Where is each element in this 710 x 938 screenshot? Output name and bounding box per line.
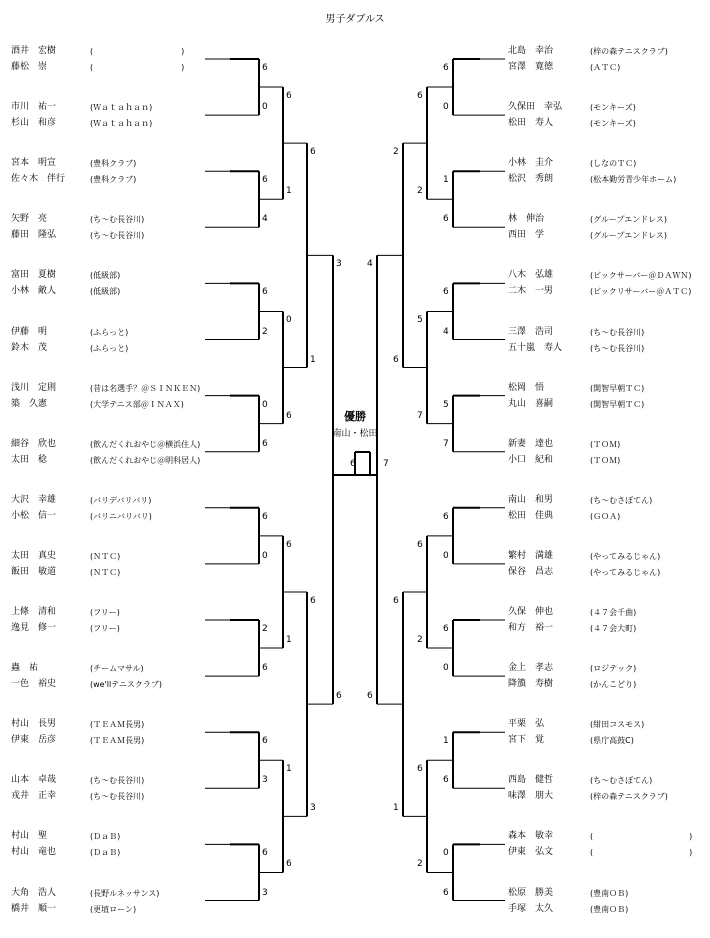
right-entry-affiliation: (やってみるじゃん)	[590, 567, 661, 577]
right-score: 7	[417, 410, 423, 421]
left-entry-affiliation: (we'llテニスクラブ)	[90, 680, 163, 690]
final-score-right: 7	[383, 459, 389, 469]
left-entry-player: 大角 浩人	[11, 887, 57, 898]
left-score: 6	[262, 736, 268, 747]
right-score: 6	[443, 624, 449, 634]
champion-names: 南山・松田	[332, 429, 378, 439]
right-entry-affiliation: (グループエンドレス)	[590, 215, 667, 225]
left-entry-affiliation: ( )	[90, 47, 185, 56]
left-entry-player: 浅川 定則	[11, 382, 57, 393]
left-entry-player: 大沢 幸雄	[11, 494, 57, 505]
left-entry-affiliation: (飲んだくれおやじ＠横浜住人)	[90, 439, 201, 449]
right-entry-player: 八木 弘雄	[508, 270, 554, 281]
right-entry-affiliation: (グループエンドレス)	[590, 231, 667, 241]
right-entry-player: 宮澤 寛徳	[508, 62, 554, 72]
left-entry-player: 小林 敵人	[11, 286, 57, 297]
right-score: 6	[417, 91, 423, 102]
right-score: 4	[443, 326, 449, 337]
right-score: 6	[393, 354, 399, 365]
left-entry-affiliation: (ち～む長谷川)	[90, 231, 145, 241]
left-entry-affiliation: (ＤａＢ)	[90, 848, 121, 858]
left-entry-affiliation: (チームマサル)	[90, 664, 144, 674]
left-score: 0	[262, 550, 268, 561]
left-score: 6	[286, 539, 292, 550]
right-entry-affiliation: (ち～む長谷川)	[590, 343, 645, 353]
right-entry-player: 西田 学	[508, 230, 545, 241]
left-entry-affiliation: (飲んだくれおやじ＠明科居人)	[90, 455, 201, 465]
left-score: 3	[262, 775, 268, 786]
left-entry-affiliation: (大学テニス部＠ＩＮＡＸ)	[90, 399, 184, 409]
left-score: 2	[262, 624, 268, 634]
left-entry-player: 村山 竜也	[11, 847, 57, 858]
right-score: 6	[417, 764, 423, 775]
left-entry-player: 橋井 順一	[11, 903, 57, 914]
left-entry-affiliation: ( )	[90, 63, 185, 72]
left-entry-affiliation: (豊科クラブ)	[90, 175, 137, 185]
right-entry-affiliation: ( )	[590, 848, 693, 858]
left-entry-player: 藤松 崇	[11, 62, 48, 72]
right-entry-player: 伊東 弘文	[508, 847, 554, 858]
left-score: 3	[336, 259, 342, 270]
right-entry-affiliation: ( )	[590, 832, 693, 842]
left-entry-player: 上條 清和	[11, 607, 57, 617]
left-score: 6	[310, 595, 316, 606]
right-entry-player: 三澤 浩司	[508, 326, 554, 337]
left-score: 6	[310, 147, 316, 158]
right-entry-affiliation: (開智早朝ＴＣ)	[590, 399, 645, 409]
bracket-title: 男子ダブルス	[325, 14, 385, 25]
left-entry-player: 酒井 宏樹	[11, 46, 57, 56]
right-score: 6	[443, 887, 449, 898]
right-entry-player: 小林 圭介	[508, 158, 554, 169]
left-entry-affiliation: (フリー)	[90, 624, 120, 633]
right-entry-affiliation: (ＡＴＣ)	[590, 63, 621, 72]
right-entry-affiliation: (ち～むさぼてん)	[590, 776, 653, 786]
right-score: 0	[443, 550, 449, 561]
left-entry-player: 逸見 修一	[11, 623, 57, 633]
right-entry-affiliation: (モンキーズ)	[590, 103, 636, 113]
left-entry-affiliation: (ＮＴＣ)	[90, 551, 121, 561]
right-entry-player: 繁村 満雄	[508, 550, 554, 561]
left-score: 6	[262, 848, 268, 859]
right-score: 5	[417, 315, 423, 326]
right-entry-affiliation: (４７会大町)	[590, 624, 637, 633]
right-entry-player: 小口 紀和	[508, 454, 554, 465]
left-entry-player: 村山 長男	[11, 719, 57, 730]
left-score: 6	[286, 859, 292, 870]
right-entry-affiliation: (豊南ＯＢ)	[590, 904, 629, 914]
left-entry-affiliation: (ち～む長谷川)	[90, 792, 145, 802]
left-entry-affiliation: (ふらっと)	[90, 327, 129, 337]
right-score: 6	[443, 63, 449, 73]
left-score: 6	[286, 91, 292, 102]
right-entry-player: 北島 幸治	[508, 46, 554, 56]
left-entry-player: 富田 夏樹	[11, 270, 57, 281]
left-score: 6	[286, 410, 292, 421]
left-score: 6	[262, 175, 268, 186]
right-entry-player: 保谷 昌志	[508, 566, 554, 577]
right-entry-affiliation: (ち～む長谷川)	[590, 327, 645, 337]
left-entry-affiliation: (ＴＥＡＭ長男)	[90, 720, 145, 730]
right-entry-affiliation: (ビックリサーバー＠ＡＴＣ)	[590, 287, 692, 297]
left-entry-affiliation: (Ｗａｔａｈａｎ)	[90, 103, 153, 113]
left-entry-player: 佐々木 伴行	[11, 174, 66, 185]
left-entry-affiliation: (フリー)	[90, 608, 120, 617]
right-entry-affiliation: (ＴＯＭ)	[590, 439, 621, 449]
left-entry-player: 一色 裕史	[11, 679, 57, 690]
right-entry-player: 丸山 喜嗣	[508, 398, 554, 409]
left-entry-player: 市川 祐一	[11, 102, 57, 113]
right-entry-affiliation: (梓の森テニスクラブ)	[590, 47, 668, 56]
right-entry-affiliation: (紺田コスモス)	[590, 720, 645, 730]
right-score: 1	[443, 175, 449, 186]
right-score: 1	[443, 736, 449, 747]
left-entry-affiliation: (ＤａＢ)	[90, 832, 121, 842]
left-score: 1	[310, 354, 316, 365]
right-score: 0	[443, 102, 449, 113]
left-score: 1	[286, 635, 292, 646]
left-score: 6	[336, 691, 342, 702]
right-entry-player: 味澤 朋大	[508, 791, 554, 802]
right-entry-affiliation: (県庁高鼓C)	[590, 736, 634, 746]
left-entry-player: 太田 稔	[11, 454, 48, 465]
right-score: 2	[417, 859, 423, 870]
left-score: 6	[262, 438, 268, 449]
left-entry-player: 杉山 和彦	[11, 118, 57, 129]
left-entry-affiliation: (Ｗａｔａｈａｎ)	[90, 119, 153, 129]
left-entry-player: 藤田 隆弘	[11, 230, 57, 241]
right-entry-affiliation: (やってみるじゃん)	[590, 551, 661, 561]
final-score-left: 6	[350, 459, 356, 469]
right-entry-affiliation: (開智早朝ＴＣ)	[590, 383, 645, 393]
right-score: 6	[443, 775, 449, 786]
left-score: 0	[262, 399, 268, 410]
right-entry-affiliation: (ビックサーバー＠ＤＡＷＮ)	[590, 271, 692, 281]
left-entry-player: 太田 真史	[11, 550, 57, 561]
left-entry-affiliation: (バリデバリバリ)	[90, 495, 152, 505]
right-entry-player: 松田 寿人	[508, 118, 554, 129]
left-score: 1	[286, 186, 292, 197]
right-entry-player: 久保 伸也	[508, 607, 554, 617]
right-score: 6	[443, 214, 449, 225]
left-entry-player: 村山 聖	[11, 831, 48, 842]
left-score: 2	[262, 326, 268, 337]
right-entry-affiliation: (松本勤労青少年ホーム)	[590, 175, 677, 185]
left-entry-player: 蟲 祐	[11, 663, 39, 674]
right-entry-player: 平栗 弘	[508, 719, 545, 730]
left-entry-affiliation: (ち～む長谷川)	[90, 776, 145, 786]
right-entry-player: 二木 一男	[508, 286, 554, 297]
right-score: 6	[367, 691, 373, 702]
right-score: 0	[443, 663, 449, 674]
left-entry-player: 飯田 敏道	[11, 566, 57, 577]
champion-label: 優勝	[344, 410, 366, 423]
right-score: 5	[443, 399, 449, 410]
right-score: 6	[417, 539, 423, 550]
right-entry-player: 宮下 覚	[508, 735, 545, 746]
left-entry-player: 小松 信一	[11, 510, 57, 521]
right-entry-player: 南山 和男	[508, 494, 554, 505]
left-entry-player: 鈴木 茂	[11, 342, 48, 353]
left-score: 0	[262, 102, 268, 113]
right-entry-player: 五十嵐 寿人	[508, 342, 563, 353]
right-entry-affiliation: (梓の森テニスクラブ)	[590, 792, 668, 802]
left-score: 1	[286, 764, 292, 775]
right-score: 6	[443, 511, 449, 522]
left-score: 6	[262, 511, 268, 522]
right-entry-player: 手塚 太久	[508, 903, 554, 914]
left-entry-affiliation: (昔は名選手？＠ＳＩＮＫＥＮ)	[90, 383, 201, 393]
left-score: 4	[262, 214, 268, 225]
right-entry-player: 降籏 寿樹	[508, 679, 554, 690]
right-score: 6	[443, 287, 449, 298]
right-entry-affiliation: (しなのＴＣ)	[590, 159, 637, 169]
right-entry-affiliation: (かんこどり)	[590, 680, 637, 690]
right-score: 2	[417, 635, 423, 646]
left-entry-affiliation: (バリニバリバリ)	[90, 511, 152, 521]
left-score: 6	[262, 663, 268, 674]
right-entry-player: 松田 佳典	[508, 510, 554, 521]
right-entry-affiliation: (４７会千曲)	[590, 608, 637, 617]
left-entry-affiliation: (豊科クラブ)	[90, 159, 137, 169]
right-entry-player: 松岡 悟	[508, 382, 545, 393]
right-entry-player: 金上 孝志	[508, 663, 554, 674]
right-entry-affiliation: (モンキーズ)	[590, 119, 636, 129]
right-score: 4	[367, 259, 373, 270]
right-entry-player: 松沢 秀朗	[508, 174, 554, 185]
left-score: 0	[286, 315, 292, 326]
right-entry-player: 西島 健哲	[508, 775, 554, 786]
left-entry-affiliation: (更埴ローン)	[90, 904, 137, 914]
right-entry-affiliation: (ロジテック)	[590, 664, 637, 674]
right-entry-player: 林 伸治	[508, 214, 545, 225]
right-entry-player: 森本 敏幸	[508, 831, 554, 842]
right-score: 0	[443, 848, 449, 859]
right-entry-player: 松原 勝美	[508, 887, 554, 898]
right-entry-player: 和方 裕一	[508, 623, 554, 633]
left-score: 6	[262, 287, 268, 298]
right-entry-affiliation: (豊南ＯＢ)	[590, 888, 629, 898]
left-entry-player: 伊東 岳彦	[11, 735, 57, 746]
left-score: 3	[262, 887, 268, 898]
right-score: 2	[417, 186, 423, 197]
left-entry-affiliation: (長野ルネッサンス)	[90, 888, 160, 898]
right-score: 7	[443, 438, 449, 449]
right-score: 6	[393, 595, 399, 606]
left-score: 6	[262, 63, 268, 73]
left-entry-affiliation: (ふらっと)	[90, 343, 129, 353]
right-entry-player: 久保田 幸弘	[508, 102, 563, 113]
right-entry-affiliation: (ＴＯＭ)	[590, 455, 621, 465]
left-entry-affiliation: (ち～む長谷川)	[90, 215, 145, 225]
left-entry-player: 宮本 明宣	[11, 158, 57, 169]
right-entry-affiliation: (ＧＯＡ)	[590, 511, 621, 521]
left-entry-player: 伊藤 明	[11, 326, 48, 337]
left-entry-affiliation: (ＮＴＣ)	[90, 567, 121, 577]
left-score: 3	[310, 803, 316, 814]
left-entry-affiliation: (低級部)	[90, 287, 121, 297]
right-entry-affiliation: (ち～むさぼてん)	[590, 495, 653, 505]
left-entry-player: 細谷 欣也	[11, 438, 57, 449]
left-entry-player: 戎井 正幸	[11, 791, 57, 802]
left-entry-player: 矢野 亮	[11, 214, 48, 225]
left-entry-player: 山本 卓哉	[11, 775, 57, 786]
right-score: 1	[393, 803, 399, 814]
left-entry-affiliation: (ＴＥＡＭ長男)	[90, 736, 145, 746]
left-entry-player: 築 久憲	[11, 398, 48, 409]
left-entry-affiliation: (低級部)	[90, 271, 121, 281]
right-score: 2	[393, 147, 399, 158]
right-entry-player: 新妻 達也	[508, 438, 554, 449]
